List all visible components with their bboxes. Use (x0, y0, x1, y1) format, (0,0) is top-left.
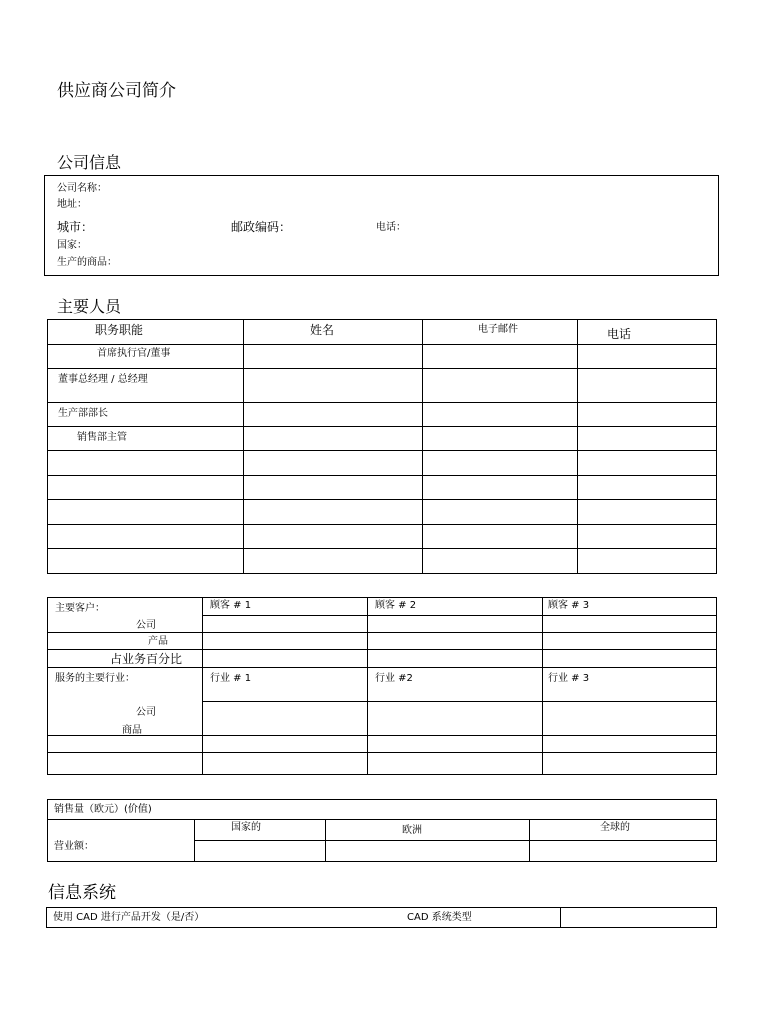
sales-row-divider (194, 840, 717, 841)
personnel-col-divider (577, 319, 578, 574)
customer-product-label: 产品 (148, 636, 168, 647)
customers-col-divider (367, 597, 368, 775)
role-production-head: 生产部部长 (58, 408, 108, 419)
customers-row-divider (47, 649, 717, 650)
industries-label: 服务的主要行业： (55, 673, 135, 684)
customers-col-divider (542, 597, 543, 775)
country-label: 国家： (57, 240, 87, 251)
turnover-label: 营业额： (54, 841, 94, 852)
personnel-row-divider (47, 524, 717, 525)
sales-col-national: 国家的 (231, 822, 261, 833)
personnel-row-divider (47, 548, 717, 549)
role-md: 董事总经理 / 总经理 (58, 374, 148, 385)
industry-2-header: 行业 #2 (375, 673, 413, 684)
sales-col-divider (194, 819, 195, 862)
products-label: 生产的商品： (57, 257, 117, 268)
customers-row-divider (47, 735, 717, 736)
industry-3-header: 行业 # 3 (548, 673, 590, 684)
customers-row-divider (47, 667, 717, 668)
customers-row-divider (47, 752, 717, 753)
personnel-row-divider (47, 344, 717, 345)
col-header-function: 职务职能 (95, 323, 144, 337)
customer-company-label: 公司 (136, 620, 156, 631)
address-label: 地址： (57, 199, 87, 210)
personnel-row-divider (47, 499, 717, 500)
it-heading: 信息系统 (48, 883, 116, 903)
city-label: 城市： (57, 220, 94, 234)
it-col-divider (560, 907, 561, 928)
industry-company-label: 公司 (136, 707, 156, 718)
customers-row-divider (202, 615, 717, 616)
sales-col-europe: 欧洲 (402, 825, 422, 836)
customer-2-header: 顾客 # 2 (375, 600, 417, 611)
company-name-label: 公司名称： (57, 183, 107, 194)
customers-col-divider (202, 597, 203, 775)
personnel-row-divider (47, 368, 717, 369)
sales-col-divider (529, 819, 530, 862)
personnel-row-divider (47, 475, 717, 476)
personnel-row-divider (47, 450, 717, 451)
customers-row-divider (202, 701, 717, 702)
industry-1-header: 行业 # 1 (210, 673, 252, 684)
personnel-col-divider (422, 319, 423, 574)
col-header-name: 姓名 (310, 323, 335, 337)
cad-type-label: CAD 系统类型 (407, 912, 472, 923)
sales-col-divider (325, 819, 326, 862)
cad-use-label: 使用 CAD 进行产品开发（是/否） (53, 912, 205, 923)
personnel-row-divider (47, 402, 717, 403)
industry-goods-label: 商品 (122, 725, 142, 736)
main-customers-label: 主要客户： (55, 603, 105, 614)
personnel-col-divider (243, 319, 244, 574)
postcode-label: 邮政编码： (231, 220, 292, 234)
customer-1-header: 顾客 # 1 (210, 600, 252, 611)
phone-label: 电话： (376, 222, 406, 233)
role-ceo: 首席执行官/董事 (97, 348, 171, 359)
personnel-row-divider (47, 426, 717, 427)
sales-row-divider (47, 819, 717, 820)
col-header-phone: 电话 (607, 327, 632, 341)
sales-volume-label: 销售量（欧元）(价值) (54, 804, 152, 815)
role-sales-head: 销售部主管 (77, 432, 127, 443)
customer-3-header: 顾客 # 3 (548, 600, 590, 611)
business-share-label: 占业务百分比 (110, 652, 183, 666)
sales-col-global: 全球的 (600, 822, 630, 833)
company-info-heading: 公司信息 (57, 153, 122, 172)
customers-row-divider (47, 632, 717, 633)
page-title: 供应商公司简介 (57, 81, 176, 101)
col-header-email: 电子邮件 (478, 324, 518, 335)
personnel-heading: 主要人员 (57, 297, 122, 316)
